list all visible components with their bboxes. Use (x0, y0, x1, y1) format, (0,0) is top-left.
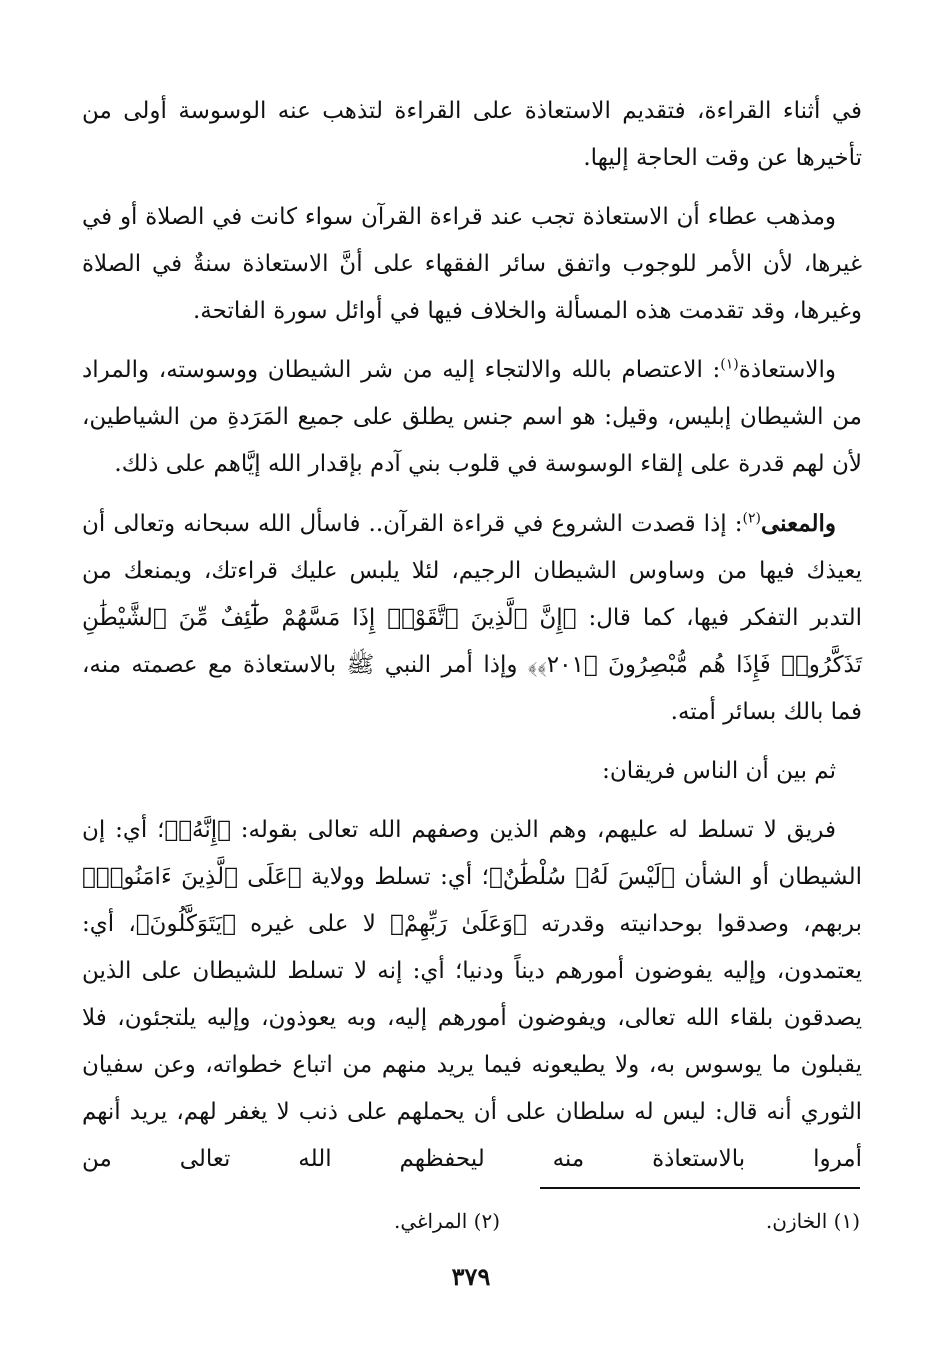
paragraph-5 (82, 748, 862, 795)
paragraph-2-text: ومذهب عطاء أن الاستعاذة تجب عند قراءة القرآن سواء كانت في الصلاة أو في غيرها، لأن الأمر للوجوب واتفق سائر الفقهاء على أنَّ الاستعاذة سنةٌ في الصلاة وغيرها، وقد تقدمت هذه المسألة والخلاف فيها في أوائل سورة الفاتحة. (82, 204, 862, 324)
footnote-ref-2: (٢) (742, 510, 761, 527)
page-number: ٣٧٩ (451, 1262, 491, 1291)
paragraph-4-lead: والمعنى (760, 510, 836, 537)
paragraph-6-text: فريق لا تسلط له عليهم، وهم الذين وصفهم الله تعالى بقوله: ﴿إِنَّهُۥ﴾؛ أي: إن الشيطان أو الشأن ﴿لَيْسَ لَهُۥ سُلْطَٰنٌ﴾؛ أي: تسلط وولاية ﴿عَلَى ٱلَّذِينَ ءَامَنُوا۟﴾ بربهم، وصدقوا بوحدانيته وقدرته ﴿وَعَلَىٰ رَبِّهِمْ﴾ لا على غيره ﴿يَتَوَكَّلُونَ﴾، أي: يعتمدون، وإليه يفوضون أمورهم ديناً ودنيا؛ أي: إنه لا تسلط للشيطان على الذين يصدقون بلقاء الله تعالى، ويفوضون أمورهم إليه، وبه يعوذون، وإليه يلتجئون، فلا يقبلون ما يوسوس به، ولا يطيعونه فيما يريد منهم من اتباع خطواته، وعن سفيان الثوري أنه قال: ليس له سلطان على أن يحملهم على ذنب لا يغفر لهم، يريد أنهم أمروا بالاستعاذة منه ليحفظهم الله تعالى من (82, 817, 863, 1172)
paragraph-6 (82, 807, 862, 1183)
footnote-2: (٢) المراغي. (393, 1209, 500, 1233)
paragraph-5-text: ثم بين أن الناس فريقان: (602, 758, 836, 784)
paragraph-3-text: : الاعتصام بالله والالتجاء إليه من شر الشيطان ووسوسته، والمراد من الشيطان إبليس، وقيل: هو اسم جنس يطلق على جميع المَرَدةِ من الشياطين، لأن لهم قدرة على إلقاء الوسوسة في قلوب بني آدم بإقدار الله إيَّاهم على ذلك. (82, 357, 862, 477)
paragraph-3 (82, 347, 862, 488)
footnote-ref-1: (١) (720, 356, 739, 373)
paragraph-1 (82, 88, 862, 182)
paragraph-4-text: : إذا قصدت الشروع في قراءة القرآن.. فاسأل الله سبحانه وتعالى أن يعيذك فيها من وساوس الشيطان الرجيم، لئلا يلبس عليك قراءتك، ويمنعك من التدبر التفكر فيها، كما قال: ﴿إِنَّ ٱلَّذِينَ ٱتَّقَوْا۟ إِذَا مَسَّهُمْ طَٰٓئِفٌ مِّنَ ٱلشَّيْطَٰنِ تَذَكَّرُوا۟ فَإِذَا هُم مُّبْصِرُونَ ﴿٢٠١﴾﴾ وإذا أمر النبي ﷺ بالاستعاذة مع عصمته منه، فما بالك بسائر أمته. (82, 511, 862, 725)
paragraph-4 (82, 500, 862, 736)
paragraph-1-text: في أثناء القراءة، فتقديم الاستعاذة على القراءة لتذهب عنه الوسوسة أولى من تأخيرها عن وقت الحاجة إليها. (82, 98, 862, 171)
main-text (82, 88, 862, 1195)
footnote-divider (540, 1187, 860, 1189)
paragraph-2 (82, 194, 862, 335)
footnote-1: (١) الخازن. (765, 1209, 860, 1233)
paragraph-3-lead: والاستعاذة (738, 357, 836, 383)
